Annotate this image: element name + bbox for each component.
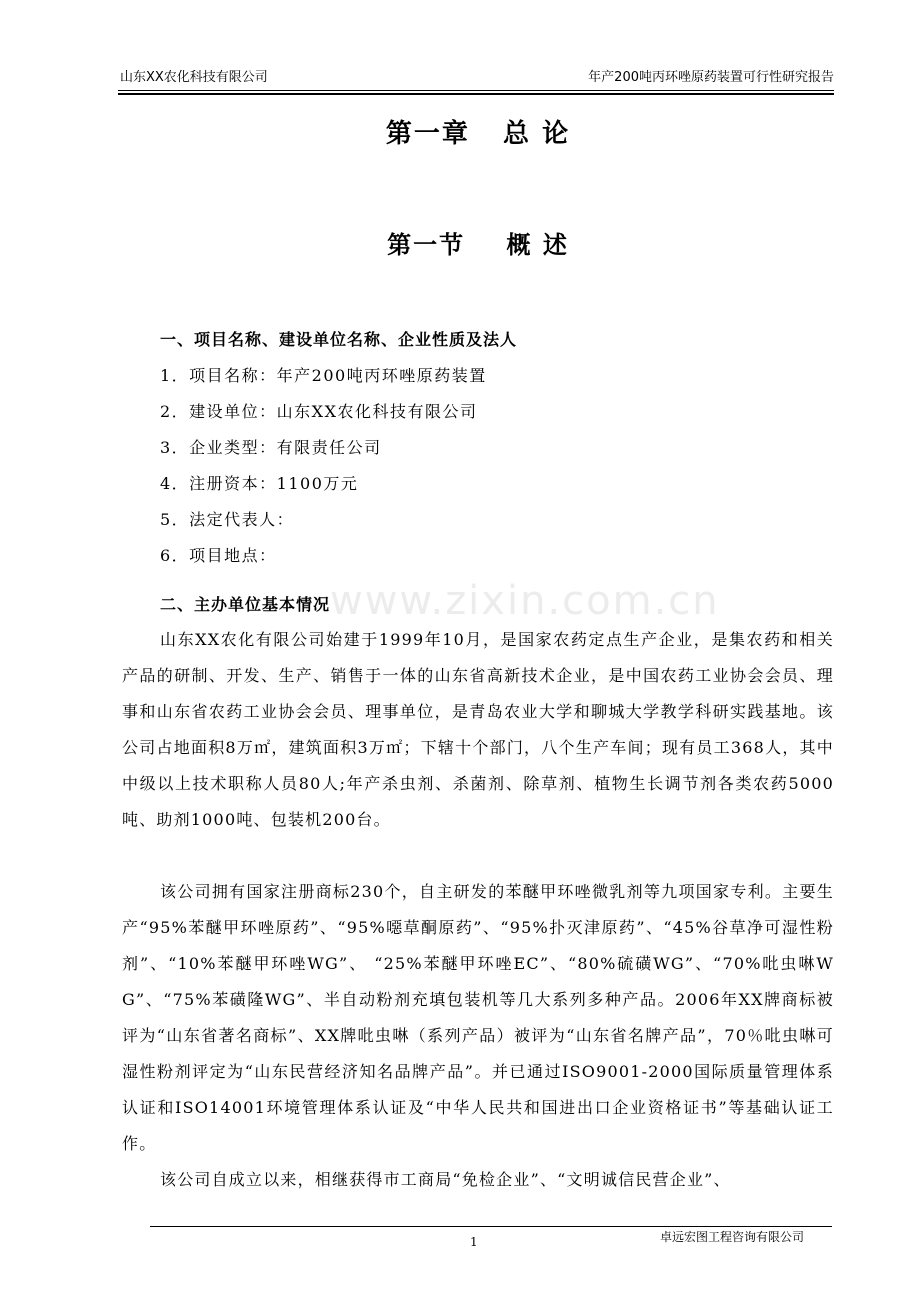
header-report-title: 年产200吨丙环唑原药装置可行性研究报告 [588,70,834,85]
list-item: 6．项目地点： [160,546,277,565]
part2-heading: 二、主办单位基本情况 [160,595,331,614]
header-rule-thick [118,93,834,95]
section-title: 第一节 概 述 [387,231,569,259]
list-item: 1．项目名称：年产200吨丙环唑原药装置 [160,366,487,385]
page-number: 1 [470,1235,478,1249]
footer-rule [150,1226,832,1227]
list-item: 5．法定代表人： [160,510,295,529]
footer-consultant: 卓远宏图工程咨询有限公司 [659,1230,804,1244]
part1-heading: 一、项目名称、建设单位名称、企业性质及法人 [160,330,518,349]
list-item: 2．建设单位：山东XX农化科技有限公司 [160,402,478,421]
header-company: 山东XX农化科技有限公司 [120,70,268,85]
list-item: 4．注册资本：1100万元 [160,474,359,493]
header-rule [118,90,834,91]
list-item: 3．企业类型：有限责任公司 [160,438,382,457]
chapter-title: 第一章 总 论 [385,119,571,149]
watermark: www.zixin.com.cn [330,578,720,624]
paragraph-honors: 该公司自成立以来，相继获得市工商局“免检企业”、“文明诚信民营企业”、 [160,1170,731,1189]
paragraph-company-intro: 山东XX农化有限公司始建于1999年10月，是国家农药定点生产企业，是集农药和相关产品的研制、开发、生产、销售于一体的山东省高新技术企业，是中国农药工业协会会员、理事和山东省农药工业协会会员、理事单位，是青岛农业大学和聊城大学教学科研实践基地。该公司占地面积8万㎡，建筑面积3万㎡；下辖十个部门，八个生产车间；现有员工368人，其中中级以上技术职称人员80人;年产杀虫剂、杀菌剂、除草剂、植物生长调节剂各类农药5000吨、助剂1000吨、包装机200台。 [122,630,834,829]
paragraph-products: 该公司拥有国家注册商标230个，自主研发的苯醚甲环唑微乳剂等九项国家专利。主要生产“95%苯醚甲环唑原药”、“95%噁草酮原药”、“95%扑灭津原药”、“45%谷草净可湿性粉剂”、“10%苯醚甲环唑WG”、 “25%苯醚甲环唑EC”、“80%硫磺WG”、“70%吡虫啉WG”、“75%苯磺隆WG”、半自动粉剂充填包装机等几大系列多种产品。2006年XX牌商标被评为“山东省著名商标”、XX牌吡虫啉（系列产品）被评为“山东省名牌产品”，70％吡虫啉可湿性粉剂评定为“山东民营经济知名品牌产品”。并已通过ISO9001-2000国际质量管理体系认证和ISO14001环境管理体系认证及“中华人民共和国进出口企业资格证书”等基础认证工作。 [122,882,834,1153]
